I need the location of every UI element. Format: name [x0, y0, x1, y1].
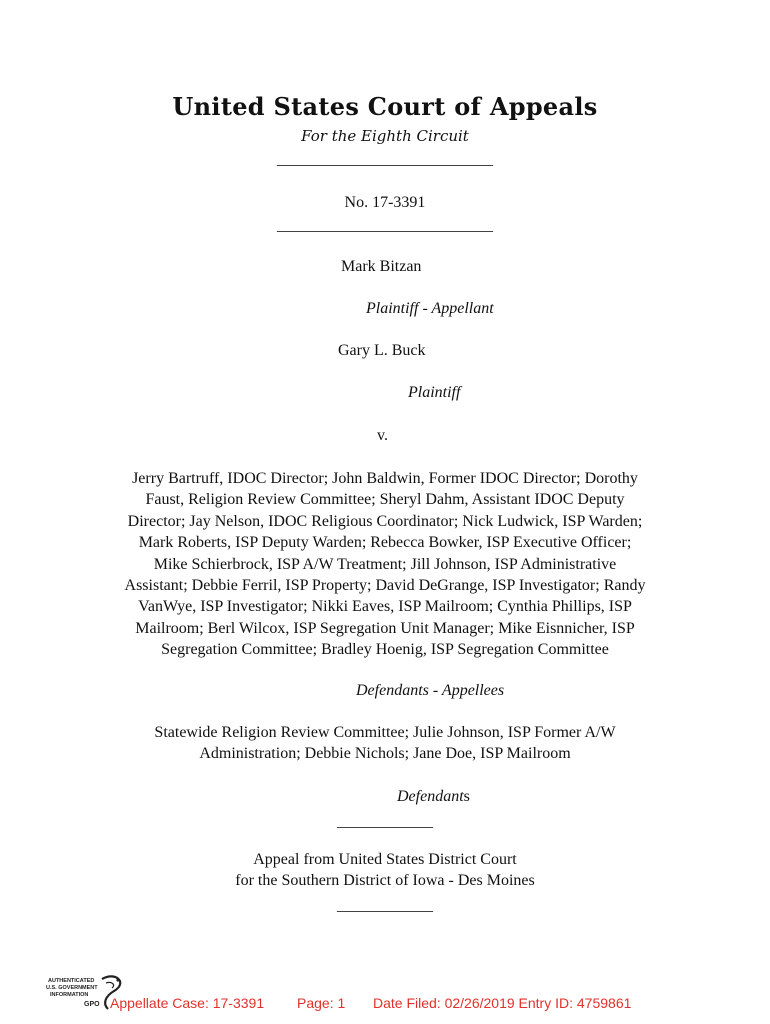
footer-filed-label: Date Filed: 02/26/2019 Entry ID: 4759861 [373, 995, 632, 1011]
seal-gpo: GPO [84, 1001, 100, 1008]
plaintiff-name: Gary L. Buck [338, 342, 426, 359]
appellees-line: Mark Roberts, ISP Deputy Warden; Rebecca Bowker, ISP Executive Officer; [138, 534, 632, 552]
defendants-list [80, 722, 690, 765]
defendants-line: Statewide Religion Review Committee; Julie Johnson, ISP Former A/W [154, 724, 616, 741]
appellant-name: Mark Bitzan [341, 258, 422, 275]
appeal-line-2: for the Southern District of Iowa - Des Moines [235, 872, 535, 889]
appellant-role: Plaintiff - Appellant [366, 300, 494, 317]
case-number: No. 17-3391 [344, 194, 426, 211]
separator-rule-bottom: ___________________________ [277, 217, 493, 234]
footer-case-label: Appellate Case: 17-3391 [110, 995, 265, 1011]
appeal-line-1: Appeal from United States District Court [253, 851, 517, 868]
footer-page-label: Page: 1 [297, 995, 346, 1011]
plaintiff-role: Plaintiff [408, 384, 461, 401]
defendants-role-italic: Defendant [397, 788, 464, 805]
appellees-line: Director; Jay Nelson, IDOC Religious Coordinator; Nick Ludwick, ISP Warden; [127, 512, 643, 530]
appellees-line: Assistant; Debbie Ferril, ISP Property; David DeGrange, ISP Investigator; Randy [124, 577, 646, 595]
separator-rule-short-top: ____________ [337, 813, 433, 830]
court-title: United States Court of Appeals [172, 92, 598, 121]
appellees-line: Mailroom; Berl Wilcox, ISP Segregation Unit Manager; Mike Eisnnicher, ISP [135, 619, 635, 637]
separator-rule-short-bottom: ____________ [337, 897, 433, 914]
separator-rule-top: ___________________________ [277, 151, 493, 168]
defendants-role-suffix: s [463, 788, 470, 805]
defendants-role [397, 786, 470, 807]
appellees-line: Faust, Religion Review Committee; Sheryl Dahm, Assistant IDOC Deputy [145, 491, 625, 509]
versus: v. [377, 427, 388, 444]
seal-line-3: INFORMATION [50, 992, 89, 998]
circuit-subtitle: For the Eighth Circuit [301, 127, 469, 145]
appellees-line: VanWye, ISP Investigator; Nikki Eaves, ISP Mailroom; Cynthia Phillips, ISP [138, 598, 632, 616]
seal-line-2: U.S. GOVERNMENT [46, 985, 98, 991]
appellees-list [80, 468, 690, 661]
appellees-line: Jerry Bartruff, IDOC Director; John Baldwin, Former IDOC Director; Dorothy [132, 470, 638, 487]
appellees-line: Segregation Committee; Bradley Hoenig, ISP Segregation Committee [161, 641, 609, 659]
appellees-line: Mike Schierbrock, ISP A/W Treatment; Jill Johnson, ISP Administrative [153, 555, 617, 573]
appellees-role: Defendants - Appellees [356, 682, 505, 699]
seal-line-1: AUTHENTICATED [48, 978, 95, 984]
defendants-line: Administration; Debbie Nichols; Jane Doe, ISP Mailroom [199, 745, 571, 763]
page-footer [0, 978, 770, 1023]
